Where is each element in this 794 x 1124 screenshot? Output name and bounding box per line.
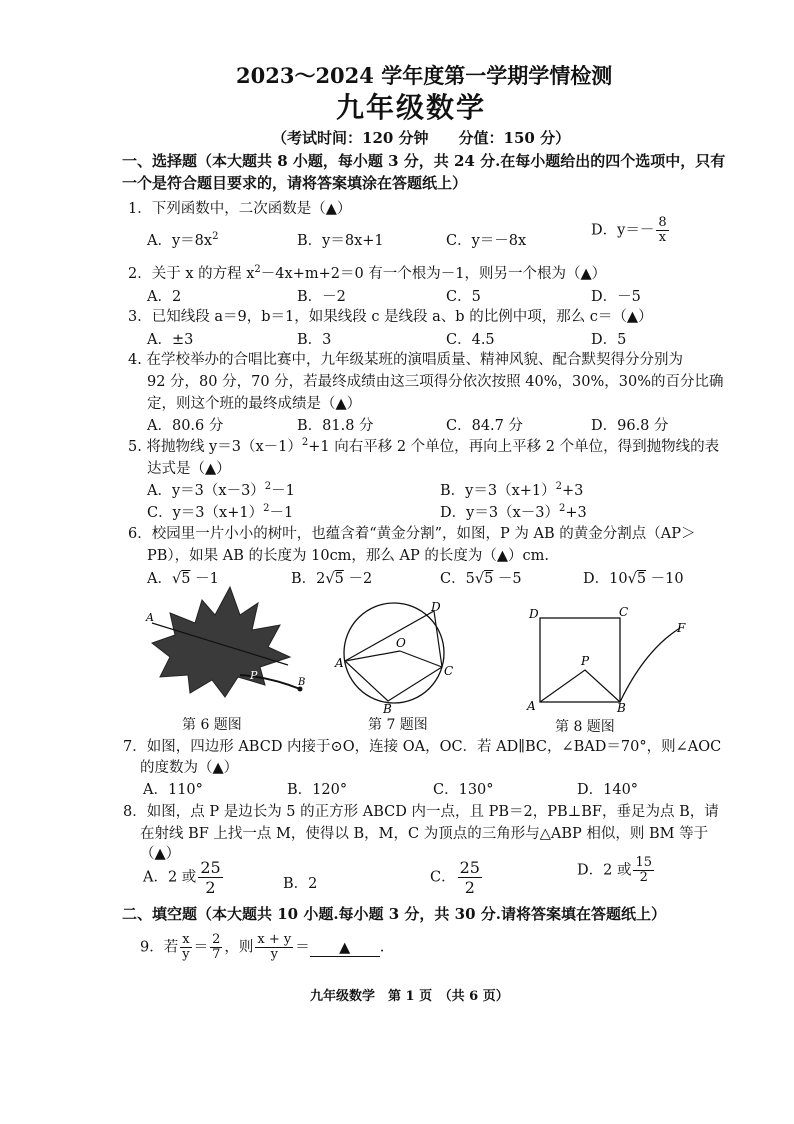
label-c: C	[619, 605, 629, 619]
label-d: D	[431, 600, 441, 614]
q6-option-d: D．10√5 －10	[583, 571, 684, 587]
q7-option-c: C．130°	[433, 782, 494, 798]
q5-option-d: D．$y=3(x-3)^2+3$	[440, 503, 587, 521]
label-o: O	[396, 636, 406, 650]
label-b: B	[298, 677, 306, 688]
section1-heading-line2: 一个是符合题目要求的，请将答案填涂在答题纸上）	[122, 174, 468, 192]
q2-option-b: B．－2	[297, 289, 346, 305]
figure-6-leaf	[140, 585, 315, 710]
quad-abcd	[345, 611, 442, 701]
q7-option-d: D．140°	[577, 782, 639, 798]
q6-line2: PB），如果 AB 的长度为 10cm，那么 AP 的长度为（▲）cm.	[147, 548, 550, 564]
q7-line1: 7．如图，四边形 ABCD 内接于⊙O，连接 OA，OC．若 AD∥BC，∠BAD＝70°，则∠AOC	[123, 739, 722, 755]
figure-8-square	[525, 600, 695, 715]
q3-option-d: D．5	[591, 332, 627, 348]
q8-line2: 在射线 BF 上找一点 M，使得以 B，M，C 为顶点的三角形与△ABP 相似，则 BM 等于	[140, 826, 709, 842]
caption-fig7: 第 7 题图	[368, 717, 428, 733]
q8-option-c: C． $\frac{25}{2}$	[430, 858, 480, 897]
q8-option-d: D．2 或 $\frac{15}{2}$	[577, 855, 653, 885]
q5-line1: 5. 将抛物线 $y=3(x-1)^2+1$ 向右平移 2 个单位，再向上平移 2 个单位，得到抛物线的表	[128, 437, 720, 455]
q5-option-a: A．$y=3(x-3)^2-1$	[147, 481, 295, 499]
q6-option-a: A．√5 －1	[147, 571, 219, 587]
section1-heading: 一、选择题（本大题共 8 小题，每小题 3 分，共 24 分.在每小题给出的四个选项中，只有	[122, 152, 726, 170]
q7-option-b: B．120°	[287, 782, 348, 798]
q8-option-b: B．2	[283, 876, 318, 892]
section2-heading: 二、填空题（本大题共 10 小题.每小题 3 分，共 30 分.请将答案填在答题纸上）	[122, 905, 666, 923]
segments-ap-pb	[540, 670, 620, 702]
caption-fig6: 第 6 题图	[182, 717, 242, 733]
q6-line1: 6．校园里一片小小的树叶，也蕴含着“黄金分割”，如图，P 为 AB 的黄金分割点（AP＞	[128, 526, 696, 542]
q2-option-a: A．2	[147, 289, 182, 305]
q7-option-a: A．110°	[143, 782, 203, 798]
leaf-shape	[152, 587, 290, 697]
subject-title: 九年级数学	[336, 91, 487, 124]
q2-stem: 2．关于 x 的方程 $x^2-4x+m+2=0$ 有一个根为－1，则另一个根为（▲）	[128, 264, 607, 282]
label-p: P	[581, 654, 590, 668]
label-a: A	[527, 699, 536, 713]
q5-line2: 达式是（▲）	[147, 461, 231, 477]
q4-line1: 4. 在学校举办的合唱比赛中，九年级某班的演唱质量、精神风貌、配合默契得分分别为	[128, 352, 683, 368]
label-a: A	[335, 656, 344, 670]
label-d: D	[529, 607, 539, 621]
segment-oc	[400, 651, 442, 667]
q8-line3: （▲）	[140, 846, 181, 862]
q6-option-c: C．5√5 －5	[440, 571, 522, 587]
q5-option-c: C．$y=3(x+1)^2-1$	[147, 503, 294, 521]
answer-blank: ▲	[310, 940, 380, 957]
q3-stem: 3．已知线段 a＝9，b＝1，如果线段 c 是线段 a、b 的比例中项，那么 c＝（▲）	[128, 309, 653, 325]
q3-option-a: A．±3	[147, 332, 194, 348]
label-b: B	[617, 701, 626, 715]
q6-option-b: B．2√5 －2	[291, 571, 373, 587]
q9: 9．若 $\frac{x}{y}$ ＝ $\frac{2}{7}$ ，则 $\frac{x + y}{y}$ ＝ ▲ .	[140, 932, 385, 962]
label-c: C	[444, 664, 454, 678]
q2-option-d: D．－5	[591, 289, 641, 305]
q2-option-c: C．5	[446, 289, 481, 305]
q5-option-b: B．$y=3(x+1)^2+3$	[440, 481, 584, 499]
q1-stem: 1．下列函数中，二次函数是（▲）	[128, 201, 352, 217]
q1-option-a: A．$y=8x^2$	[147, 231, 219, 249]
q3-option-b: B．3	[297, 332, 332, 348]
q4-option-d: D．96.8 分	[591, 418, 669, 434]
label-f: F	[677, 621, 686, 635]
exam-meta: （考试时间：120 分钟 分值：150 分）	[272, 129, 571, 147]
figure-7-circle	[332, 595, 457, 713]
label-p: P	[250, 669, 258, 682]
q4-option-a: A．80.6 分	[147, 418, 224, 434]
square-abcd	[540, 618, 620, 702]
q1-option-d: D．y＝－ $\frac{8}{x}$	[591, 215, 667, 245]
q4-option-b: B．81.8 分	[297, 418, 374, 434]
q1-option-b: B．y＝8x+1	[297, 233, 384, 249]
q4-line2: 92 分，80 分，70 分，若最终成绩由这三项得分依次按照 40%，30%，30%的百分比确	[147, 374, 724, 390]
q1-option-c: C．y＝－8x	[446, 233, 527, 249]
exam-title: 2023～2024 学年度第一学期学情检测	[236, 63, 613, 88]
q7-line2: 的度数为（▲）	[140, 760, 239, 776]
q3-option-c: C．4.5	[446, 332, 495, 348]
page-footer: 九年级数学 第 1 页 （共 6 页）	[310, 989, 509, 1004]
label-a: A	[146, 611, 154, 624]
label-b: B	[383, 702, 392, 713]
caption-fig8: 第 8 题图	[555, 719, 615, 735]
q8-line1: 8．如图，点 P 是边长为 5 的正方形 ABCD 内一点，且 PB＝2，PB⊥BF，垂足为点 B，请	[123, 804, 719, 820]
ray-bf	[620, 628, 680, 702]
q4-option-c: C．84.7 分	[446, 418, 523, 434]
q4-line3: 定，则这个班的最终成绩是（▲）	[147, 396, 362, 412]
q8-option-a: A．2 或 $\frac{25}{2}$	[143, 858, 221, 897]
